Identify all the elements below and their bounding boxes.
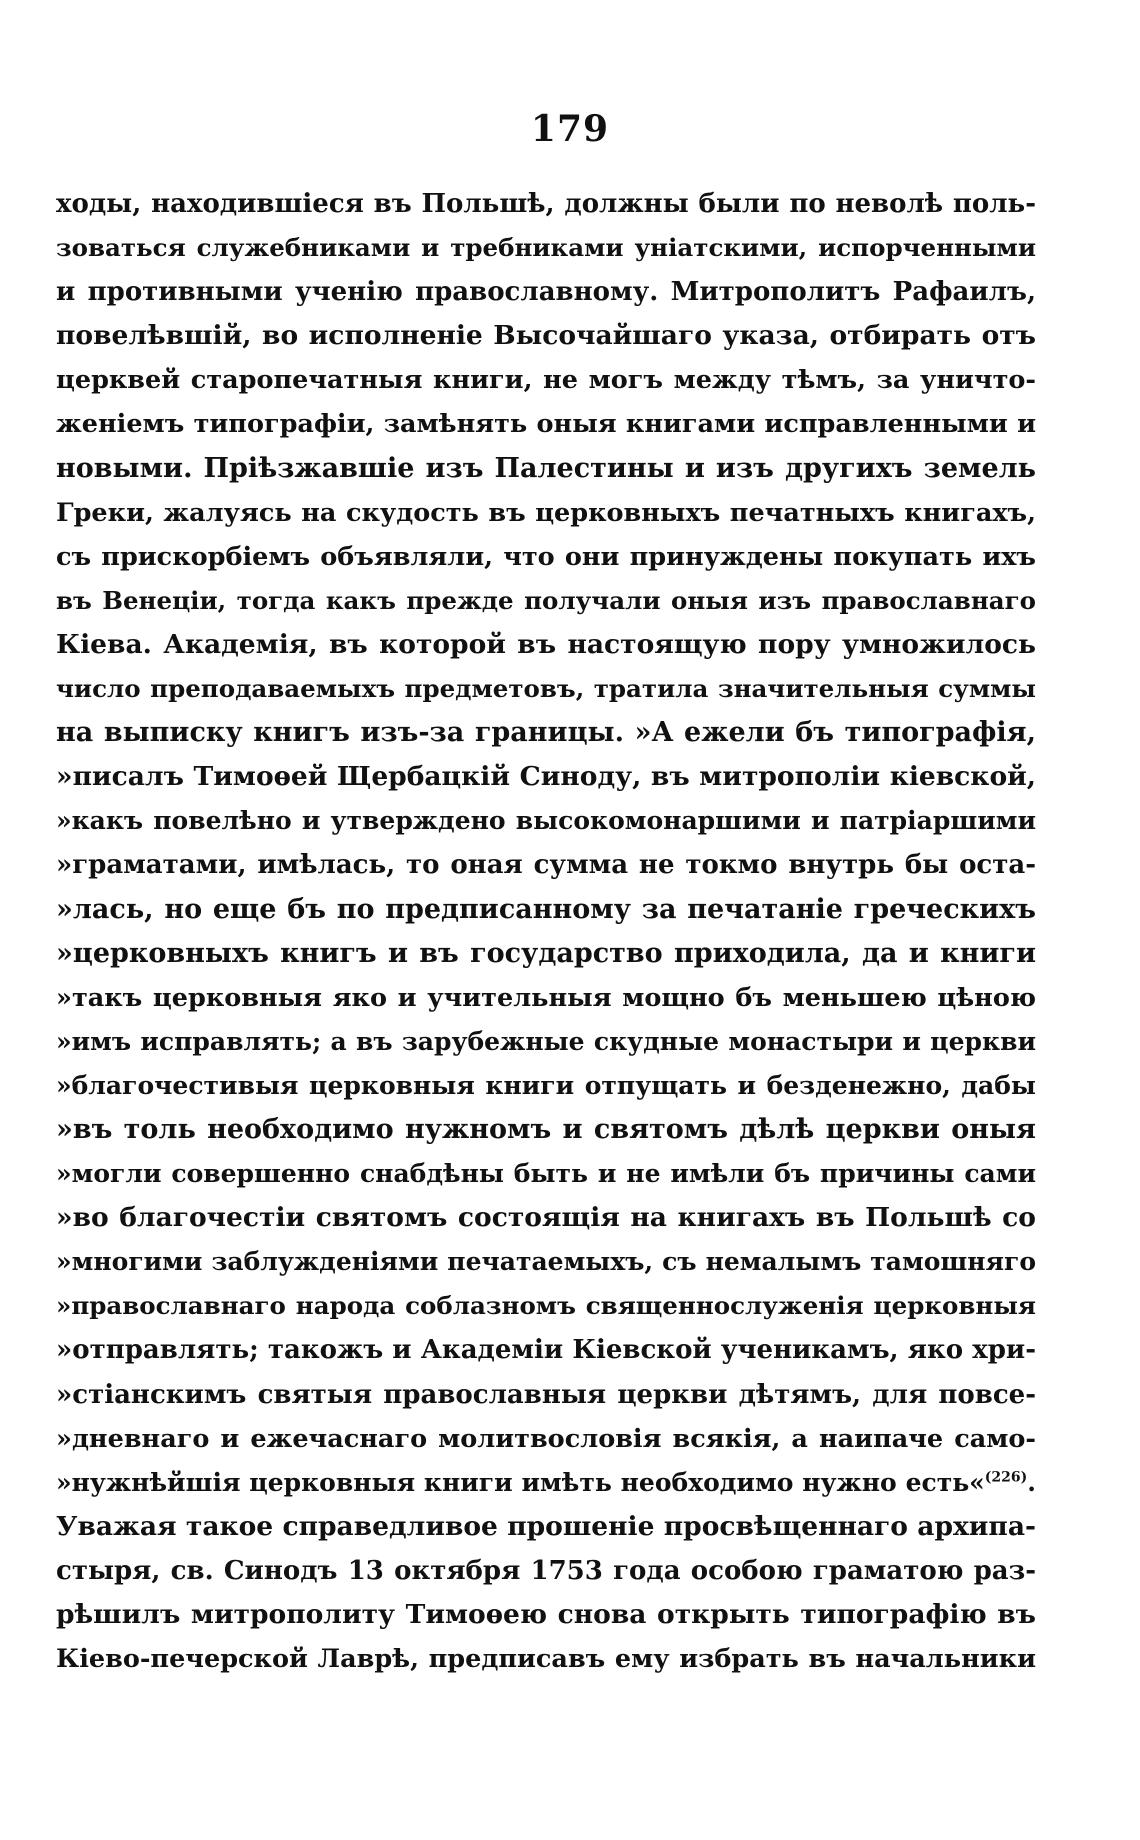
sentence-period: . <box>1027 1467 1036 1497</box>
text-line: и противными ученію православному. Митрополитъ Рафаилъ, <box>56 277 1036 308</box>
text-line-content: »нужнѣйшія церковныя книги имѣть необходимо нужно есть« <box>56 1467 985 1497</box>
text-line-with-footnote <box>56 1461 1036 1505</box>
text-line: женіемъ типографіи, замѣнять оныя книгами исправленными и <box>56 409 1036 440</box>
text-line: зоваться служебниками и требниками уніатскими, испорченными <box>56 233 1036 263</box>
text-line: на выписку книгъ изъ-за границы. »А ежели бъ типографія, <box>56 717 1036 749</box>
text-line: »церковныхъ книгъ и въ государство приходила, да и книги <box>56 937 1036 969</box>
text-line: повелѣвшій, во исполненіе Высочайшаго указа, отбирать отъ <box>56 320 1036 352</box>
text-line: »во благочестіи святомъ состоящія на книгахъ въ Польшѣ со <box>56 1202 1036 1234</box>
text-line: »лась, но еще бъ по предписанному за печатаніе греческихъ <box>56 893 1036 925</box>
text-line: съ прискорбіемъ объявляли, что они принуждены покупать ихъ <box>56 541 1036 572</box>
text-line: ходы, находившіеся въ Польшѣ, должны были по неволѣ поль- <box>56 189 1036 219</box>
text-line: »православнаго народа соблазномъ священнослуженія церковныя <box>56 1291 1036 1321</box>
text-line: »дневнаго и ежечаснаго молитвословія всякія, а наипаче само- <box>56 1423 1036 1454</box>
text-line: »стіанскимъ святыя православныя церкви дѣтямъ, для повсе- <box>56 1379 1036 1410</box>
text-line: Кіево-печерской Лаврѣ, предписавъ ему избрать въ начальники <box>56 1644 1036 1675</box>
text-line: въ Венеціи, тогда какъ прежде получали оныя изъ православнаго <box>56 585 1036 615</box>
text-line: »въ толь необходимо нужномъ и святомъ дѣлѣ церкви оныя <box>56 1113 1036 1145</box>
page-number: 179 <box>530 108 610 150</box>
text-line: »какъ повелѣно и утверждено высокомонаршими и патріаршими <box>56 806 1036 836</box>
text-line: »имъ исправлять; а въ зарубежные скудные монастыри и церкви <box>56 1026 1036 1056</box>
text-line: »могли совершенно снабдѣны быть и не имѣли бъ причины сами <box>56 1159 1036 1189</box>
text-line: число преподаваемыхъ предметовъ, тратила значительныя суммы <box>56 674 1036 704</box>
body-text <box>56 182 1036 1681</box>
text-line: »граматами, имѣлась, то оная сумма не токмо внутрь бы оста- <box>56 850 1036 881</box>
text-line: »отправлять; такожъ и Академіи Кіевской ученикамъ, яко хри- <box>56 1335 1036 1366</box>
text-line: »благочестивыя церковныя книги отпущать и безденежно, дабы <box>56 1070 1036 1100</box>
text-line: Греки, жалуясь на скудость въ церковныхъ печатныхъ книгахъ, <box>56 497 1036 528</box>
text-line: Кіева. Академія, въ которой въ настоящую пору умножилось <box>56 628 1036 660</box>
text-line: церквей старопечатныя книги, не могъ между тѣмъ, за уничто- <box>56 365 1036 396</box>
text-line: Уважая такое справедливое прошеніе просвѣщеннаго архипа- <box>56 1510 1036 1542</box>
text-line: стыря, св. Синодъ 13 октября 1753 года особою граматою раз- <box>56 1555 1036 1586</box>
text-line: »многими заблужденіями печатаемыхъ, съ немалымъ тамошняго <box>56 1247 1036 1277</box>
text-line: »писалъ Тимоѳей Щербацкій Синоду, въ митрополіи кіевской, <box>56 761 1036 793</box>
footnote-reference: (226) <box>984 1469 1028 1486</box>
text-line: новыми. Пріѣзжавшіе изъ Палестины и изъ другихъ земель <box>56 452 1036 484</box>
text-line: »такъ церковныя яко и учительныя мощно бъ меньшею цѣною <box>56 982 1036 1013</box>
text-line: рѣшилъ митрополиту Тимоѳею снова открыть типографію въ <box>56 1599 1036 1630</box>
